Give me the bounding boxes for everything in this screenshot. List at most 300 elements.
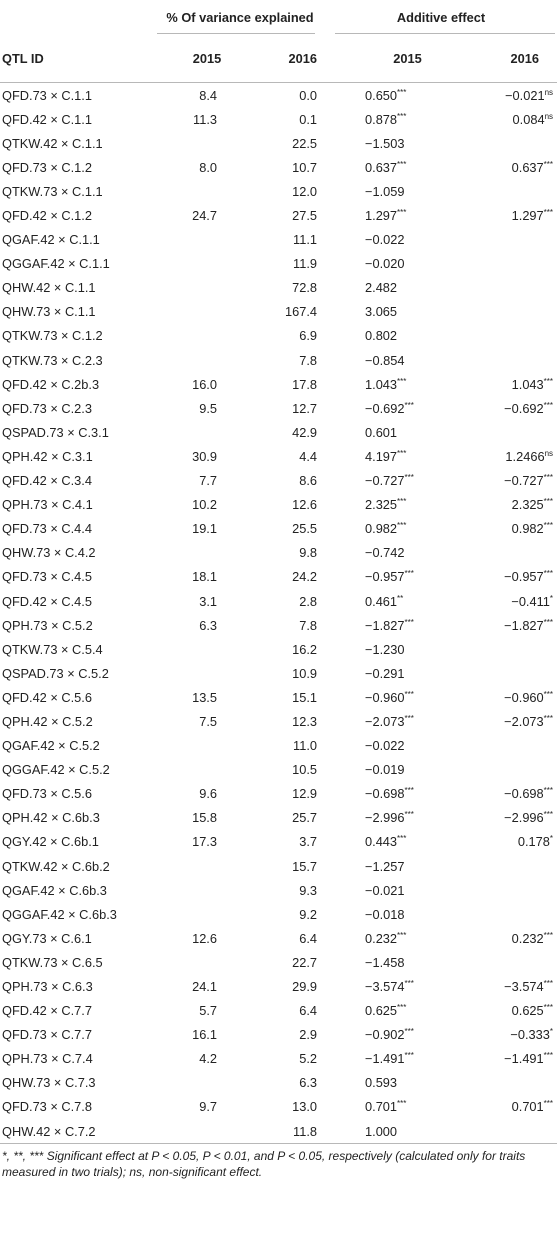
variance-2015-cell-value: 7.7 [199,473,217,489]
qtl-id-cell [0,228,155,252]
table-row [0,685,557,709]
variance-2015-cell-value: 7.5 [199,713,217,729]
significance-marker: *** [397,448,407,458]
variance-2015-cell [155,685,225,709]
variance-2015-cell-value: 9.6 [199,786,217,802]
qtl-id-cell [0,950,155,974]
variance-2016-cell-value: 17.8 [292,376,318,392]
variance-2016-cell-value: 29.9 [292,979,318,995]
additive-2015-cell [325,1119,460,1144]
additive-2016-cell-value: 1.297 [511,208,544,224]
additive-2015-cell [325,661,460,685]
variance-2016-cell [225,348,325,372]
variance-2016-cell [225,1023,325,1047]
qtl-id-cell [0,1023,155,1047]
qtl-id-cell-value: QSPAD.73 × C.3.1 [2,424,109,440]
significance-marker: *** [397,1099,407,1109]
qtl-id-cell [0,806,155,830]
variance-2015-cell [155,493,225,517]
table-row [0,300,557,324]
table-row [0,637,557,661]
variance-2016-cell-value: 72.8 [292,280,318,296]
variance-2016-cell [225,902,325,926]
additive-2016-cell [460,107,557,131]
additive-2016-cell [460,1071,557,1095]
table-header [0,0,557,83]
table-row [0,1023,557,1047]
additive-2015-cell [325,565,460,589]
variance-2015-cell [155,155,225,179]
table-row [0,1071,557,1095]
variance-2016-cell [225,444,325,468]
variance-2016-cell [225,131,325,155]
additive-2016-cell-value: 0.178 [517,834,550,850]
variance-2015-cell [155,83,225,108]
qtl-id-cell-value: QFD.73 × C.7.8 [2,1099,92,1115]
variance-2016-cell [225,782,325,806]
additive-2015-cell-value: 2.325 [365,497,398,513]
qtl-id-cell-value: QHW.42 × C.7.2 [2,1123,96,1139]
significance-marker: *** [543,617,554,627]
additive-2016-cell-value: −2.996 [504,810,544,826]
variance-2015-cell-value: 10.2 [192,497,217,513]
variance-2016-cell-value: 15.7 [292,858,318,874]
significance-marker: *** [543,521,554,531]
significance-marker: *** [397,834,407,844]
variance-2016-cell-value: 0.1 [299,111,318,127]
variance-2015-cell [155,734,225,758]
variance-2016-cell-value: 12.6 [292,497,318,513]
table-row [0,613,557,637]
variance-2015-cell-value: 11.3 [193,111,217,127]
variance-2015-cell-value: 9.7 [199,1099,217,1115]
additive-2015-cell-value: −0.692 [365,400,405,416]
qtl-id-cell [0,830,155,854]
significance-marker: *** [397,111,407,121]
additive-2015-cell-value: 1.000 [365,1123,398,1139]
qtl-id-cell [0,661,155,685]
additive-2016-cell [460,637,557,661]
additive-2015-cell [325,324,460,348]
variance-2016-cell [225,613,325,637]
variance-2016-cell [225,420,325,444]
qtl-id-cell [0,131,155,155]
variance-2016-cell-value: 10.5 [292,762,318,778]
qtl-id-cell [0,709,155,733]
variance-2016-cell [225,999,325,1023]
additive-2015-cell-value: 0.232 [365,930,398,946]
additive-2016-cell [460,1095,557,1119]
additive-2016-cell [460,541,557,565]
table-row [0,179,557,203]
variance-2016-cell [225,179,325,203]
variance-2015-cell [155,541,225,565]
variance-2016-cell-value: 2.8 [299,593,318,609]
variance-2016-cell-value: 12.0 [292,183,318,199]
qtl-id-cell-value: QHW.73 × C.4.2 [2,545,96,561]
significance-marker: ns [544,111,554,121]
variance-2016-cell-value: 3.7 [299,834,318,850]
variance-2016-cell-value: 6.3 [299,1075,318,1091]
qtl-id-cell-value: QPH.42 × C.5.2 [2,713,93,729]
additive-2016-cell-value: 0.637 [511,159,544,175]
variance-2015-cell [155,1095,225,1119]
variance-2016-cell-value: 9.2 [299,906,318,922]
additive-2016-cell [460,1047,557,1071]
additive-2015-cell-value: −1.059 [365,183,405,199]
variance-2016-cell [225,878,325,902]
qtl-id-cell-value: QPH.42 × C.6b.3 [2,810,100,826]
qtl-id-cell [0,999,155,1023]
qtl-id-cell-value: QPH.73 × C.7.4 [2,1051,93,1067]
variance-2016-cell [225,252,325,276]
additive-2016-cell-value: −1.827 [504,617,544,633]
table-row [0,565,557,589]
variance-2016-cell [225,228,325,252]
variance-2016-cell-value: 13.0 [292,1099,318,1115]
table-row [0,396,557,420]
significance-marker: *** [543,569,554,579]
variance-group-header: % Of variance explained [155,0,325,34]
additive-2016-cell [460,1119,557,1144]
additive-2016-cell-value: 0.084 [512,111,545,127]
additive-2015-cell [325,758,460,782]
qtl-id-cell [0,565,155,589]
additive-2015-cell-value: −0.698 [365,786,405,802]
significance-marker: *** [543,497,554,507]
additive-2016-cell-value: −3.574 [504,979,544,995]
significance-marker: *** [404,713,414,723]
variance-2016-cell [225,493,325,517]
table-row [0,493,557,517]
variance-2015-cell-value: 17.3 [192,834,217,850]
variance-2016-cell-value: 10.9 [292,665,318,681]
additive-2016-cell [460,372,557,396]
variance-2016-cell-value: 22.5 [292,135,318,151]
table-row [0,661,557,685]
additive-2016-cell [460,1023,557,1047]
qtl-id-cell [0,782,155,806]
variance-2016-cell-value: 24.2 [292,569,318,585]
additive-2016-cell-value: 1.2466 [505,448,545,464]
qtl-id-cell-value: QGAF.42 × C.1.1 [2,232,100,248]
qtl-id-cell-value: QTKW.73 × C.1.2 [2,328,103,344]
additive-2015-cell-value: −0.727 [365,473,405,489]
significance-marker: *** [404,979,414,989]
qtl-id-cell-value: QFD.42 × C.5.6 [2,689,92,705]
qtl-id-cell-value: QTKW.73 × C.6.5 [2,954,103,970]
variance-2016-cell [225,565,325,589]
additive-2016-cell [460,396,557,420]
significance-marker: *** [543,1099,554,1109]
table-row [0,854,557,878]
qtl-id-cell [0,324,155,348]
additive-2015-cell-value: 0.878 [365,111,398,127]
table-row [0,131,557,155]
qtl-id-cell [0,685,155,709]
additive-2015-cell [325,420,460,444]
additive-group-header: Additive effect [325,0,557,34]
qtl-id-cell [0,734,155,758]
table-footnote: *, **, *** Significant effect at P < 0.05, P < 0.01, and P < 0.05, respectively (calculated only for traits measured in two trials); ns, non-significant effect. [2,1149,526,1180]
qtl-id-cell-value: QFD.42 × C.4.5 [2,593,92,609]
variance-2016-cell-value: 4.4 [299,448,318,464]
additive-2015-cell-value: −2.073 [365,713,405,729]
variance-2016-cell-value: 27.5 [292,208,318,224]
variance-2016-cell-value: 42.9 [292,424,318,440]
additive-2016-cell [460,179,557,203]
significance-marker: *** [397,521,407,531]
variance-2015-cell [155,782,225,806]
significance-marker: *** [543,713,554,723]
additive-2015-cell-value: −1.491 [365,1051,405,1067]
additive-2015-cell [325,637,460,661]
significance-marker: *** [404,617,414,627]
qtl-id-cell-value: QPH.73 × C.5.2 [2,617,93,633]
table-row [0,974,557,998]
additive-2015-cell [325,1095,460,1119]
table-row [0,1047,557,1071]
variance-2016-cell [225,324,325,348]
additive-2015-cell-value: −3.574 [365,979,405,995]
variance-2016-cell-value: 6.4 [299,1003,318,1019]
qtl-id-cell-value: QTKW.73 × C.1.1 [2,183,103,199]
variance-2016-cell [225,155,325,179]
table-row [0,541,557,565]
qtl-id-cell [0,541,155,565]
significance-marker: * [549,593,554,603]
table-row [0,107,557,131]
additive-2016-cell-value: 0.701 [511,1099,544,1115]
additive-2016-cell [460,734,557,758]
variance-2015-cell [155,974,225,998]
qtl-id-cell [0,203,155,227]
qtl-id-cell [0,276,155,300]
variance-2015-cell [155,420,225,444]
header-spacer [0,0,155,34]
variance-2015-cell-value: 15.8 [192,810,217,826]
variance-2015-cell [155,613,225,637]
qtl-id-cell [0,1071,155,1095]
variance-2016-cell-value: 9.8 [299,545,318,561]
significance-marker: *** [543,159,554,169]
additive-2015-cell-value: −0.742 [365,545,405,561]
additive-2015-cell-value: −1.257 [365,858,405,874]
variance-2016-cell-value: 10.7 [292,159,318,175]
variance-2016-cell [225,83,325,108]
variance-2015-cell [155,999,225,1023]
additive-2015-cell [325,493,460,517]
qtl-id-cell [0,372,155,396]
variance-2016-cell-value: 25.5 [292,521,318,537]
additive-2016-cell [460,878,557,902]
table-row [0,228,557,252]
additive-2016-cell [460,252,557,276]
additive-2015-cell [325,228,460,252]
qtl-id-cell-value: QTKW.42 × C.1.1 [2,135,103,151]
variance-2016-cell-value: 11.1 [293,232,318,248]
additive-2015-cell [325,709,460,733]
additive-2015-cell-value: 0.637 [365,159,398,175]
qtl-id-cell-value: QPH.42 × C.3.1 [2,448,93,464]
additive-2015-cell [325,348,460,372]
table-row [0,444,557,468]
qtl-id-cell [0,300,155,324]
variance-2015-cell [155,300,225,324]
significance-marker: *** [404,400,414,410]
additive-2016-cell [460,300,557,324]
qtl-id-cell-value: QSPAD.73 × C.5.2 [2,665,109,681]
variance-2016-cell [225,685,325,709]
variance-2016-header: 2016 [225,34,325,83]
additive-2015-cell [325,830,460,854]
variance-2016-cell-value: 25.7 [292,810,318,826]
qtl-id-cell-value: QFD.73 × C.4.4 [2,521,92,537]
variance-2016-cell-value: 7.8 [299,352,318,368]
variance-2016-cell [225,637,325,661]
variance-2016-cell-value: 11.0 [293,738,318,754]
variance-2015-cell [155,878,225,902]
variance-2015-cell [155,950,225,974]
variance-2016-cell [225,276,325,300]
additive-2016-cell [460,758,557,782]
variance-2015-cell-value: 24.1 [192,979,217,995]
additive-2016-cell-value: −0.411 [511,593,550,609]
variance-2015-cell-value: 19.1 [192,521,217,537]
additive-2016-cell [460,203,557,227]
table-row [0,372,557,396]
table-row [0,806,557,830]
significance-marker: *** [404,473,414,483]
additive-2015-cell [325,926,460,950]
additive-2015-cell-value: −0.854 [365,352,405,368]
additive-2015-cell [325,782,460,806]
additive-2016-cell [460,517,557,541]
additive-2015-cell-value: −0.960 [365,689,405,705]
qtl-id-cell [0,396,155,420]
qtl-id-cell-value: QFD.42 × C.1.2 [2,208,92,224]
variance-2016-cell-value: 167.4 [284,304,318,320]
variance-2016-cell-value: 11.8 [293,1123,318,1139]
additive-2015-cell [325,203,460,227]
variance-2015-cell-value: 4.2 [199,1051,217,1067]
variance-2016-cell [225,926,325,950]
additive-2015-cell [325,541,460,565]
variance-2016-cell-value: 11.9 [293,256,318,272]
variance-2015-cell [155,228,225,252]
table-row [0,469,557,493]
additive-2016-cell [460,444,557,468]
qtl-id-cell [0,444,155,468]
additive-2015-cell [325,300,460,324]
table-row [0,926,557,950]
variance-2015-cell-value: 16.0 [192,376,217,392]
additive-2016-cell-value: 0.982 [511,521,544,537]
additive-2015-cell-value: −0.019 [365,762,405,778]
variance-2016-cell-value: 7.8 [299,617,318,633]
significance-marker: *** [404,1051,414,1061]
qtl-id-cell [0,854,155,878]
significance-marker: *** [397,208,407,218]
qtl-id-cell [0,878,155,902]
table-row [0,517,557,541]
additive-2016-cell [460,830,557,854]
variance-2015-cell [155,324,225,348]
additive-2016-cell [460,83,557,108]
variance-2015-header: 2015 [155,34,225,83]
table-row [0,1095,557,1119]
qtl-id-cell-value: QFD.73 × C.7.7 [2,1027,92,1043]
additive-2015-cell [325,613,460,637]
variance-2015-cell [155,758,225,782]
qtl-id-cell [0,83,155,108]
variance-2015-cell-value: 3.1 [199,593,217,609]
additive-2015-cell [325,734,460,758]
additive-2015-cell-value: 0.650 [365,87,398,103]
variance-2016-cell [225,1071,325,1095]
variance-2016-cell [225,974,325,998]
additive-2016-cell [460,420,557,444]
variance-2016-cell [225,734,325,758]
variance-2016-cell [225,758,325,782]
qtl-id-cell [0,155,155,179]
qtl-id-cell [0,637,155,661]
variance-2015-cell [155,276,225,300]
qtl-id-cell [0,974,155,998]
additive-2016-cell [460,348,557,372]
additive-2015-cell-value: −1.827 [365,617,405,633]
additive-2016-cell [460,999,557,1023]
significance-marker: * [549,834,554,844]
additive-2015-cell [325,902,460,926]
additive-2015-cell [325,469,460,493]
table-row [0,324,557,348]
variance-2015-cell-value: 13.5 [192,689,217,705]
significance-marker: *** [404,810,414,820]
variance-2015-cell [155,131,225,155]
variance-2015-cell [155,1047,225,1071]
variance-2016-cell-value: 8.6 [299,473,318,489]
additive-2015-cell [325,1047,460,1071]
significance-marker: *** [397,87,407,97]
variance-2016-cell [225,661,325,685]
additive-2015-cell [325,1023,460,1047]
variance-2016-cell [225,589,325,613]
additive-2016-cell-value: −2.073 [504,713,544,729]
table-row [0,999,557,1023]
additive-2016-cell-value: −0.692 [504,400,544,416]
significance-marker: *** [404,569,414,579]
table-row [0,589,557,613]
additive-2015-cell [325,444,460,468]
additive-2015-cell-value: −0.902 [365,1027,405,1043]
additive-2015-cell [325,806,460,830]
qtl-id-cell [0,252,155,276]
variance-2015-cell-value: 12.6 [192,930,217,946]
additive-2016-cell-value: −0.960 [504,689,544,705]
qtl-id-cell [0,589,155,613]
additive-2015-cell [325,396,460,420]
qtl-id-cell-value: QPH.73 × C.4.1 [2,497,93,513]
additive-2016-cell-value: −0.957 [504,569,544,585]
variance-2016-cell [225,830,325,854]
significance-marker: *** [397,930,407,940]
significance-marker: *** [543,786,554,796]
additive-2015-cell-value: 1.297 [365,208,398,224]
variance-2015-cell [155,252,225,276]
variance-2015-cell-value: 9.5 [199,400,217,416]
variance-2016-cell-value: 15.1 [292,689,318,705]
